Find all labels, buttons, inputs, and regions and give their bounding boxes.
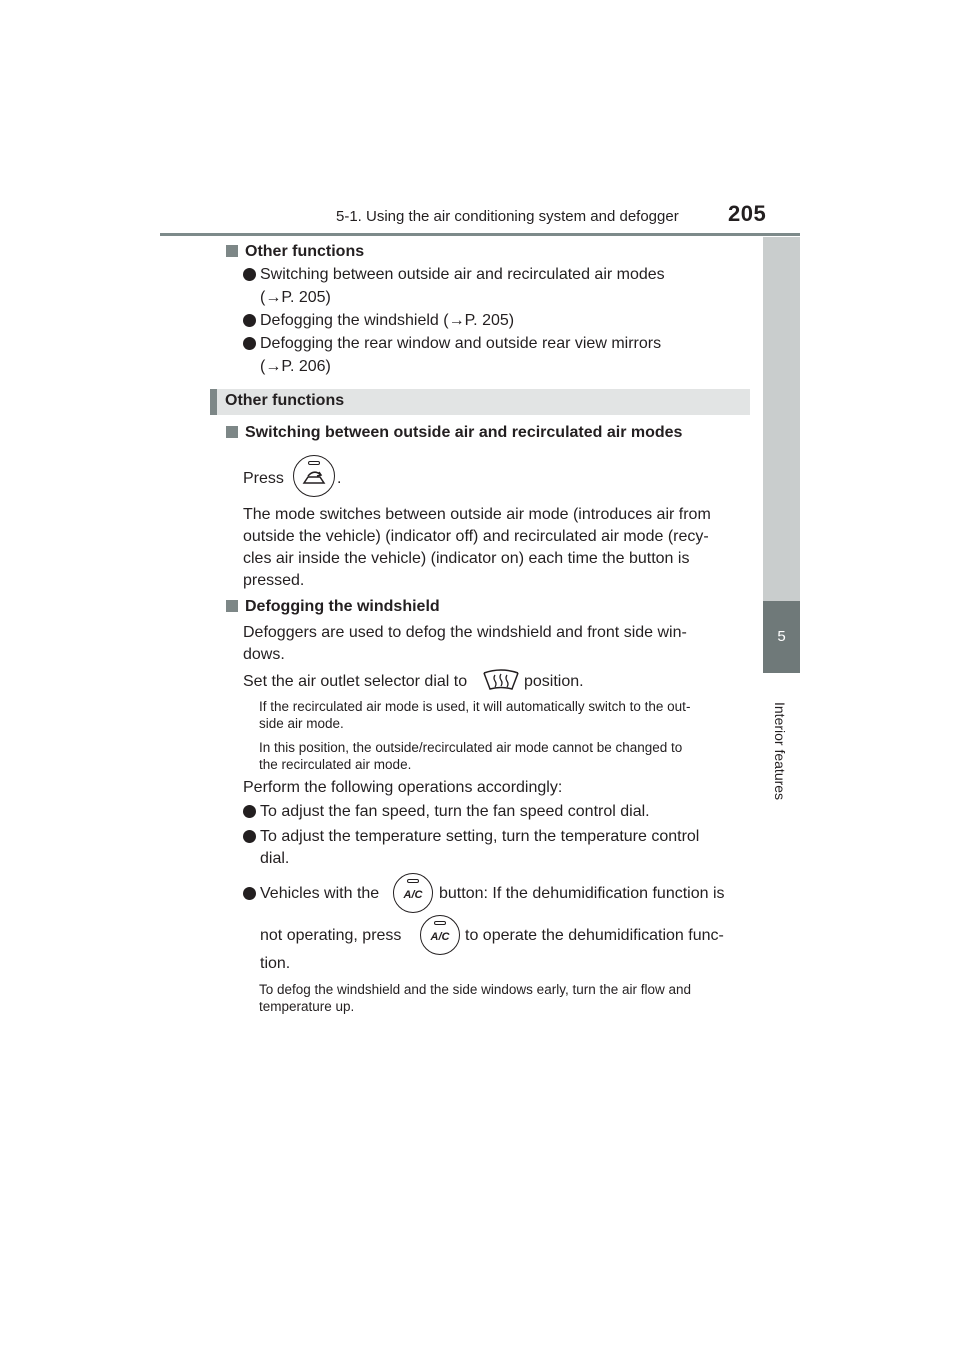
intro-item-2[interactable]: Defogging the windshield (→P. 205) (260, 312, 515, 329)
perform-text: Perform the following operations accordingly: (243, 779, 563, 796)
bullet-icon (243, 268, 256, 281)
ac-text-d: to operate the dehumidification func- (465, 927, 724, 944)
press-suffix: . (337, 470, 342, 487)
bullet-icon (243, 805, 256, 818)
recirc-para-1: The mode switches between outside air mode (introduces air from (243, 506, 711, 523)
temperature-text-2: dial. (260, 850, 290, 867)
bullet-icon (243, 337, 256, 350)
side-tab-background (763, 237, 800, 601)
chapter-label: Interior features (772, 702, 788, 801)
ac-text-a: Vehicles with the (260, 885, 380, 902)
recirc-para-4: pressed. (243, 572, 305, 589)
recirculation-button-icon (293, 455, 335, 497)
section-bar-accent (210, 389, 217, 415)
temperature-text-1: To adjust the temperature setting, turn the temperature control (260, 828, 700, 845)
defog-note-3a: To defog the windshield and the side windows early, turn the air flow and (259, 982, 692, 997)
intro-item-3-ref[interactable]: (→P. 206) (260, 358, 331, 375)
ac-text-b: button: If the dehumidification function is (439, 885, 725, 902)
section-bar-title: Other functions (225, 392, 345, 409)
defog-note-2a: In this position, the outside/recirculated air mode cannot be changed to (259, 740, 683, 755)
defog-heading: Defogging the windshield (226, 598, 440, 616)
chapter-number: 5 (777, 628, 786, 645)
section-title: 5-1. Using the air conditioning system and defogger (336, 208, 679, 225)
press-prefix: Press (243, 470, 284, 487)
defog-note-1b: side air mode. (259, 716, 344, 731)
intro-item-1-ref[interactable]: (→P. 205) (260, 289, 331, 306)
intro-heading: Other functions (226, 243, 364, 261)
defog-note-1a: If the recirculated air mode is used, it will automatically switch to the out- (259, 699, 691, 714)
bullet-icon (243, 830, 256, 843)
car-recirculation-icon (294, 456, 334, 496)
windshield-defrost-icon (481, 666, 521, 694)
ac-button-icon: A/C (420, 915, 460, 955)
recirc-para-3: cles air inside the vehicle) (indicator on) each time the button is (243, 550, 690, 567)
intro-item-3: Defogging the rear window and outside rear view mirrors (260, 335, 662, 352)
ac-text-e: tion. (260, 955, 291, 972)
defog-note-2b: the recirculated air mode. (259, 757, 412, 772)
ac-button-icon: A/C (393, 873, 433, 913)
fan-speed-text: To adjust the fan speed, turn the fan speed control dial. (260, 803, 650, 820)
recirc-para-2: outside the vehicle) (indicator off) and recirculated air mode (recy- (243, 528, 709, 545)
bullet-icon (243, 314, 256, 327)
intro-item-1: Switching between outside air and recirculated air modes (260, 266, 665, 283)
recirc-heading: Switching between outside air and recirculated air modes (226, 424, 682, 442)
square-marker-icon (226, 426, 238, 438)
header-rule (160, 233, 800, 236)
bullet-icon (243, 887, 256, 900)
page-number: 205 (728, 201, 767, 226)
ac-text-c: not operating, press (260, 927, 402, 944)
defog-para-2: dows. (243, 646, 285, 663)
defog-note-3b: temperature up. (259, 999, 355, 1014)
square-marker-icon (226, 245, 238, 257)
square-marker-icon (226, 600, 238, 612)
defog-para-1: Defoggers are used to defog the windshield and front side win- (243, 624, 687, 641)
set-dial-prefix: Set the air outlet selector dial to (243, 673, 468, 690)
set-dial-suffix: position. (524, 673, 584, 690)
